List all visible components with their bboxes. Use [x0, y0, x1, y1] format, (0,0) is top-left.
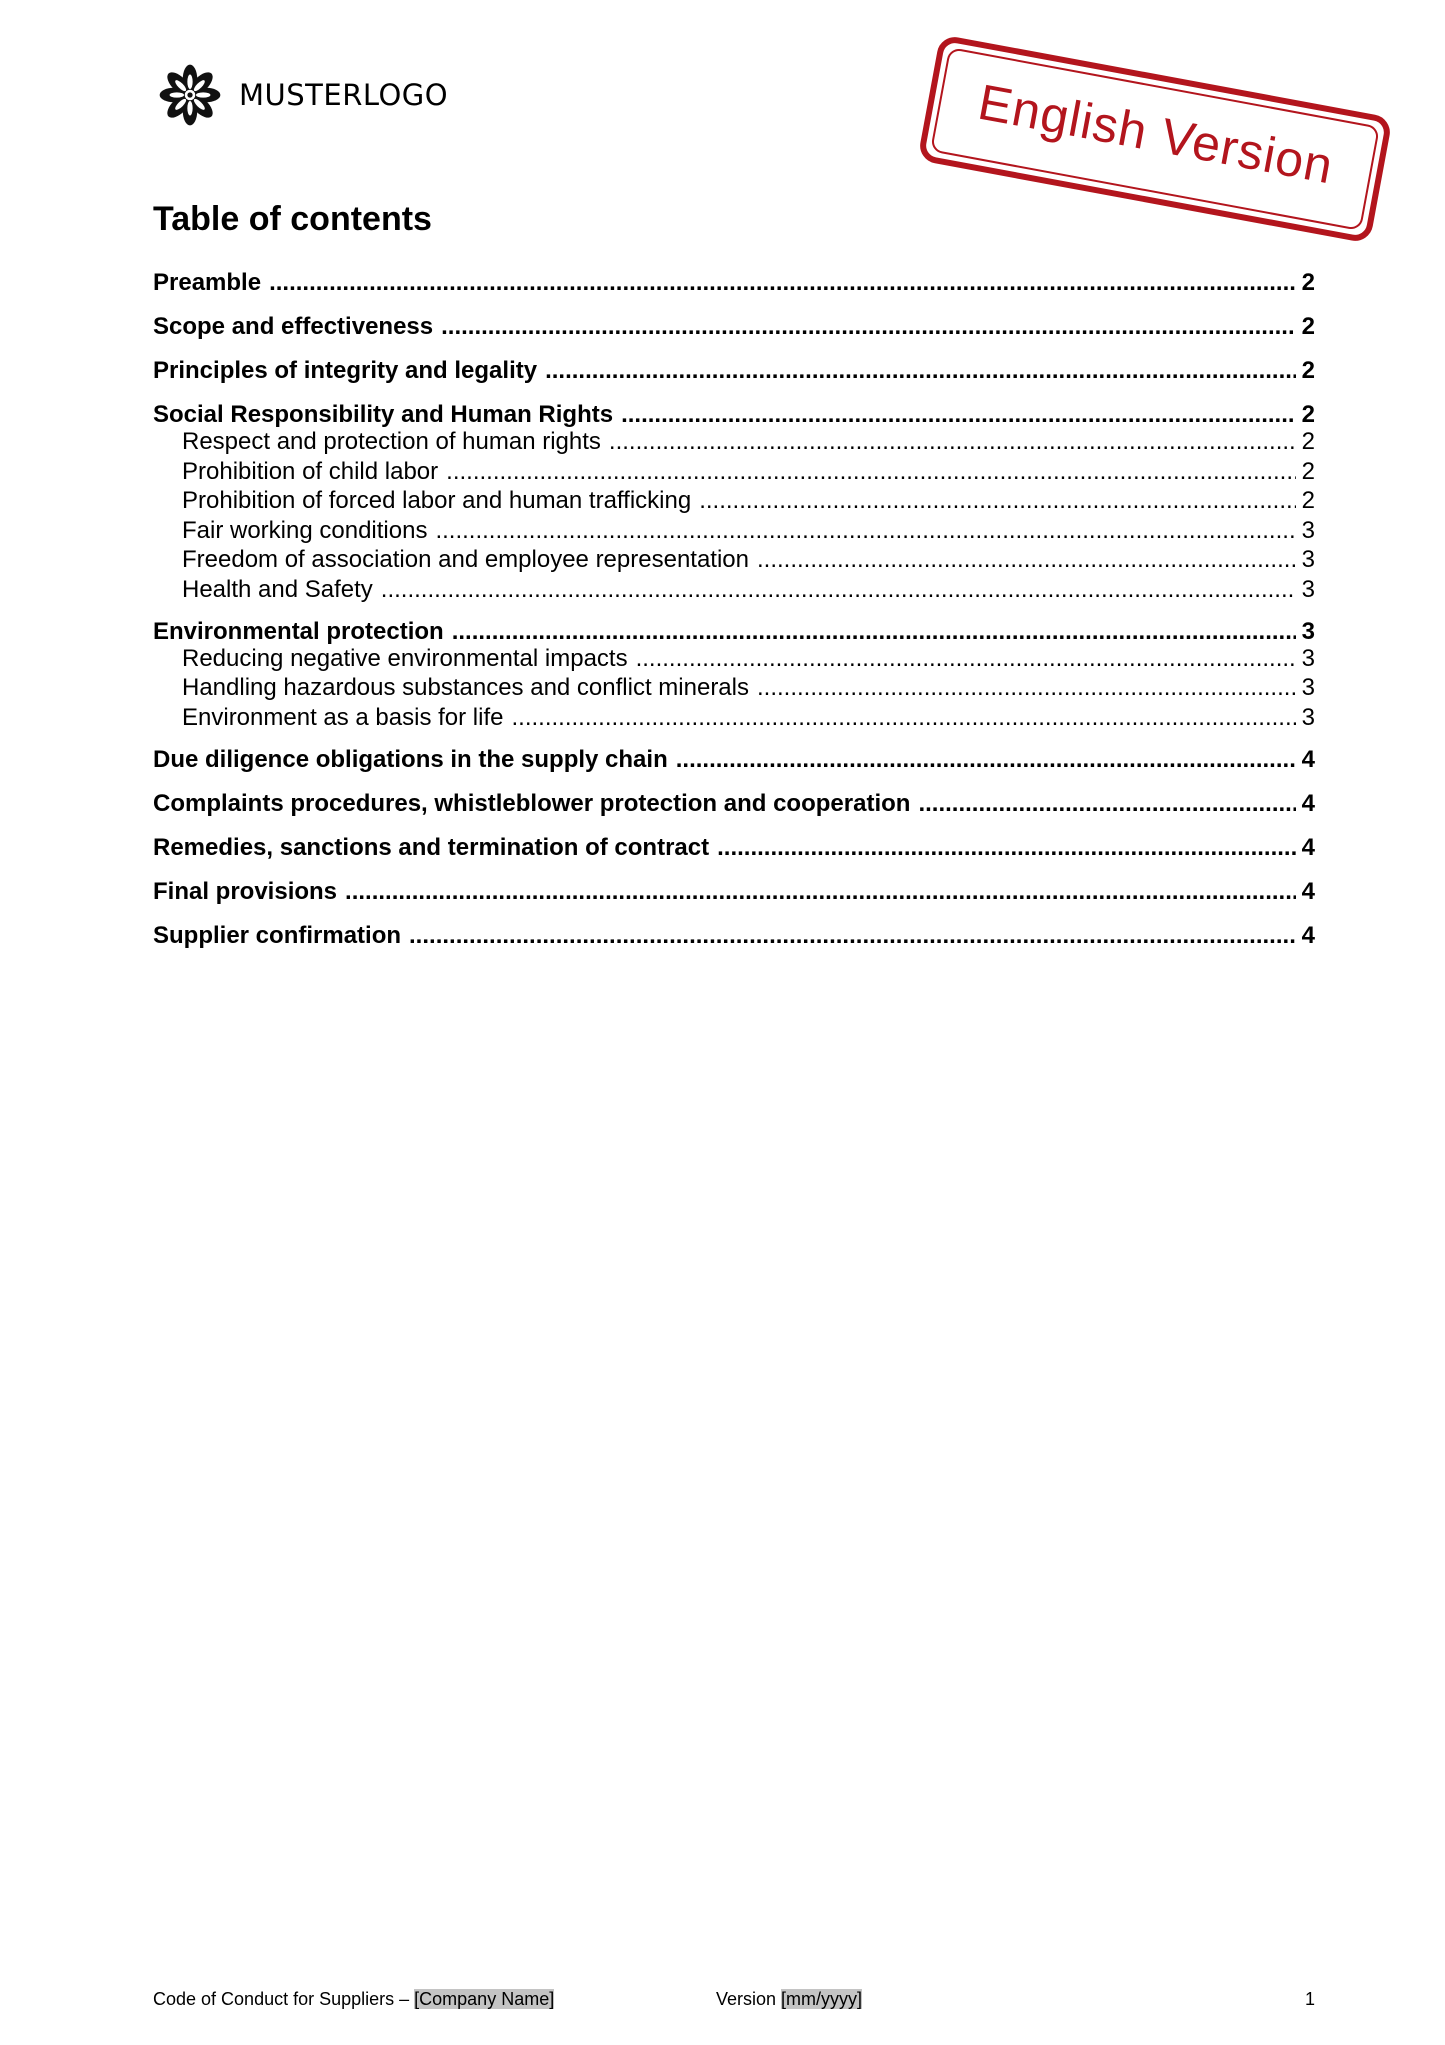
toc-dot-leader	[511, 703, 1295, 733]
toc-entry-label: Environment as a basis for life	[182, 703, 504, 731]
toc-entry-label: Prohibition of forced labor and human trafficking	[182, 487, 692, 514]
version-date-placeholder: [mm/yyyy]	[781, 1989, 863, 2009]
toc-entry-page: 3	[1301, 644, 1315, 672]
toc-dot-leader	[918, 785, 1295, 822]
toc-dot-leader	[269, 264, 1296, 301]
footer-version	[716, 1987, 862, 2011]
toc-dot-leader	[441, 308, 1296, 345]
toc-dot-leader	[717, 829, 1296, 866]
toc-entry[interactable]	[153, 741, 1315, 785]
toc-entry[interactable]	[153, 264, 1315, 308]
toc-entry-page: 3	[1301, 546, 1315, 573]
toc-entry-page: 2	[1301, 401, 1315, 428]
toc-entry-page: 2	[1301, 313, 1315, 340]
toc-entry-page: 4	[1301, 921, 1315, 949]
stamp-text: English Version	[973, 73, 1338, 195]
toc-entry-page: 3	[1301, 575, 1315, 603]
toc-entry-label: Remedies, sanctions and termination of contract	[153, 833, 710, 861]
toc-entry-label: Respect and protection of human rights	[182, 428, 601, 455]
toc-entry[interactable]	[153, 545, 1315, 575]
toc-entry-page: 2	[1301, 269, 1315, 296]
english-version-stamp	[917, 34, 1393, 244]
toc-dot-leader	[381, 575, 1296, 605]
toc-entry-label: Due diligence obligations in the supply chain	[153, 745, 668, 773]
toc-entry-label: Freedom of association and employee representation	[182, 546, 749, 573]
toc-entry-page: 4	[1301, 745, 1315, 773]
toc-entry[interactable]	[153, 396, 1315, 427]
footer-page-number: 1	[1304, 1989, 1315, 2009]
toc-entry[interactable]	[153, 644, 1315, 674]
toc-dot-leader	[757, 545, 1296, 575]
footer-doc-title-text: Code of Conduct for Suppliers –	[153, 1989, 415, 2009]
toc-dot-leader	[699, 486, 1295, 516]
lotus-mandala-icon	[157, 62, 223, 128]
toc-entry-label: Prohibition of child labor	[182, 457, 439, 485]
toc-entry-label: Scope and effectiveness	[153, 313, 434, 340]
toc-entry[interactable]	[153, 673, 1315, 703]
toc-entry-label: Environmental protection	[153, 617, 444, 645]
toc-entry-page: 2	[1301, 357, 1315, 384]
toc-entry[interactable]	[153, 486, 1315, 516]
toc-entry-page: 4	[1301, 833, 1315, 861]
footer-doc-title	[153, 1987, 554, 2011]
company-name-placeholder: [Company Name]	[414, 1989, 555, 2009]
toc-dot-leader	[409, 917, 1296, 954]
toc-entry-page: 3	[1301, 516, 1315, 544]
toc-entry-label: Final provisions	[153, 877, 338, 905]
toc-entry-label: Complaints procedures, whistleblower protection and cooperation	[153, 789, 911, 817]
toc-entry-label: Fair working conditions	[182, 516, 428, 544]
toc-entry-page: 4	[1301, 789, 1315, 817]
toc-entry-page: 3	[1301, 703, 1315, 731]
toc-entry[interactable]	[153, 829, 1315, 873]
page-footer	[153, 1987, 1315, 2011]
logo-text: MUSTERLOGO	[239, 78, 449, 112]
toc-entry-page: 4	[1301, 877, 1315, 905]
toc-entry-label: Supplier confirmation	[153, 921, 402, 949]
toc-entry-page: 2	[1301, 428, 1315, 455]
toc-entry[interactable]	[153, 703, 1315, 741]
toc-dot-leader	[345, 873, 1296, 910]
toc-entry-page: 3	[1301, 674, 1315, 701]
toc-dot-leader	[435, 516, 1295, 546]
toc-entry-label: Preamble	[153, 269, 262, 296]
toc-dot-leader	[609, 427, 1296, 457]
toc-entry[interactable]	[153, 785, 1315, 829]
toc-dot-leader	[545, 352, 1296, 389]
toc-entry[interactable]	[153, 352, 1315, 396]
toc-entry-page: 3	[1301, 617, 1315, 645]
toc-entry-page: 2	[1301, 457, 1315, 485]
toc-entry[interactable]	[153, 427, 1315, 457]
toc-entry[interactable]	[153, 516, 1315, 546]
toc-entry[interactable]	[153, 575, 1315, 613]
toc-entry[interactable]	[153, 873, 1315, 917]
toc-dot-leader	[446, 457, 1295, 487]
toc-dot-leader	[676, 741, 1296, 778]
toc-entry[interactable]	[153, 308, 1315, 352]
toc-entry-label: Handling hazardous substances and conflict minerals	[182, 674, 749, 701]
company-logo	[157, 62, 448, 128]
table-of-contents	[153, 264, 1315, 961]
toc-entry[interactable]	[153, 917, 1315, 961]
toc-entry-label: Social Responsibility and Human Rights	[153, 401, 614, 428]
toc-dot-leader	[757, 673, 1296, 703]
toc-entry[interactable]	[153, 457, 1315, 487]
footer-version-label: Version	[716, 1989, 782, 2009]
toc-entry-page: 2	[1301, 487, 1315, 514]
toc-entry-label: Principles of integrity and legality	[153, 357, 538, 384]
toc-title: Table of contents	[153, 200, 432, 238]
toc-entry-label: Reducing negative environmental impacts	[182, 644, 628, 672]
toc-dot-leader	[636, 644, 1296, 674]
toc-entry[interactable]	[153, 613, 1315, 644]
toc-entry-label: Health and Safety	[182, 575, 373, 603]
